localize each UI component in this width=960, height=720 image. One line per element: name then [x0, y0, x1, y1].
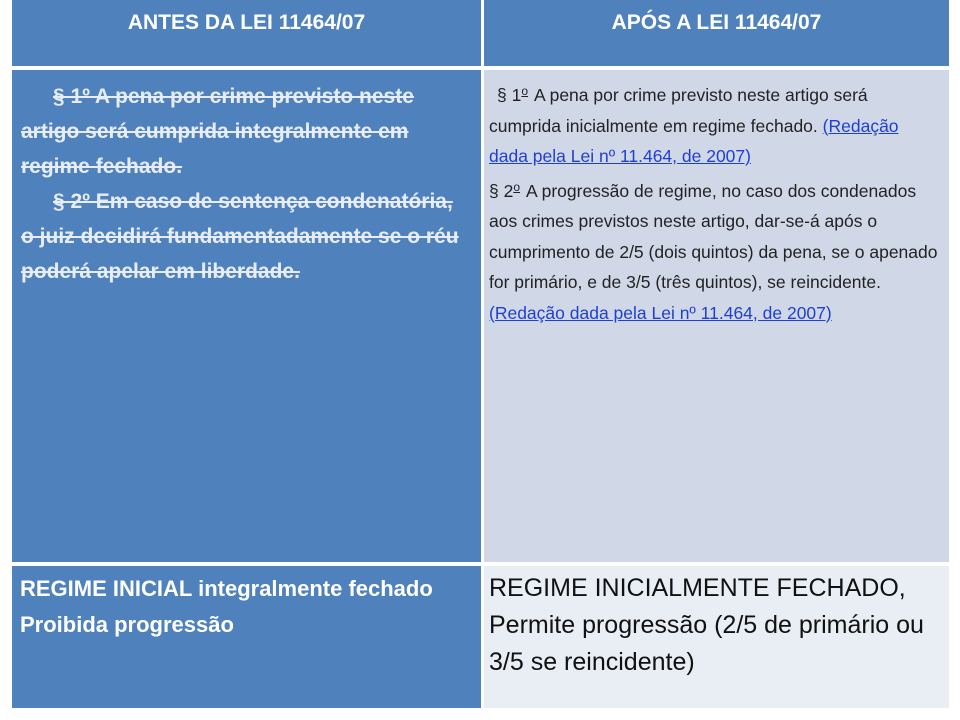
- before-law-text-cell: [12, 70, 481, 562]
- summary-after-line-2: Permite progressão (2/5 de primário ou 3/5 se reincidente): [489, 611, 924, 676]
- before-paragraph-1: § 1º A pena por crime previsto neste artigo será cumprida integralmente em regime fechado.: [21, 85, 414, 178]
- summary-after-cell: [484, 566, 949, 708]
- header-before-law: [12, 0, 481, 66]
- summary-before-regime-label: REGIME INICIAL: [20, 576, 192, 601]
- after-p2-text: A progressão de regime, no caso dos condenados aos crimes previstos neste artigo, dar-se-á após o cumprimento de 2/5 (dois quintos) da pena, se o apenado for primário, e de 3/5 (três quintos), se reincidente.: [489, 180, 938, 292]
- after-p1-sup: o: [521, 84, 529, 98]
- after-p1-law-link[interactable]: (Redação dada pela Lei nº 11.464, de 2007): [489, 115, 899, 166]
- summary-before-line-1: [20, 571, 471, 607]
- after-law-text-cell: [484, 70, 949, 562]
- after-p1-prefix: § 1: [497, 85, 522, 105]
- summary-before-regime-value: integralmente fechado: [198, 576, 433, 601]
- after-p1-text: A pena por crime previsto neste artigo será cumprida inicialmente em regime fechado.: [489, 85, 868, 136]
- after-paragraph-2: [489, 172, 939, 329]
- after-paragraph-1: [489, 76, 939, 172]
- summary-before-cell: [12, 566, 481, 708]
- summary-before-line-2: Proibida progressão: [20, 612, 234, 637]
- before-paragraph-2: § 2º Em caso de sentença condenatória, o juiz decidirá fundamentadamente se o réu poderá apelar em liberdade.: [21, 190, 459, 283]
- header-after-label: APÓS A LEI 11464/07: [611, 11, 822, 34]
- after-p2-sup: o: [513, 179, 521, 194]
- header-after-law: [484, 0, 949, 66]
- header-before-label: ANTES DA LEI 11464/07: [127, 11, 366, 34]
- after-p2-law-link[interactable]: (Redação dada pela Lei nº 11.464, de 2007): [489, 302, 832, 323]
- summary-after-line-1: REGIME INICIALMENTE FECHADO,: [489, 574, 906, 602]
- after-p2-prefix: § 2: [489, 180, 514, 201]
